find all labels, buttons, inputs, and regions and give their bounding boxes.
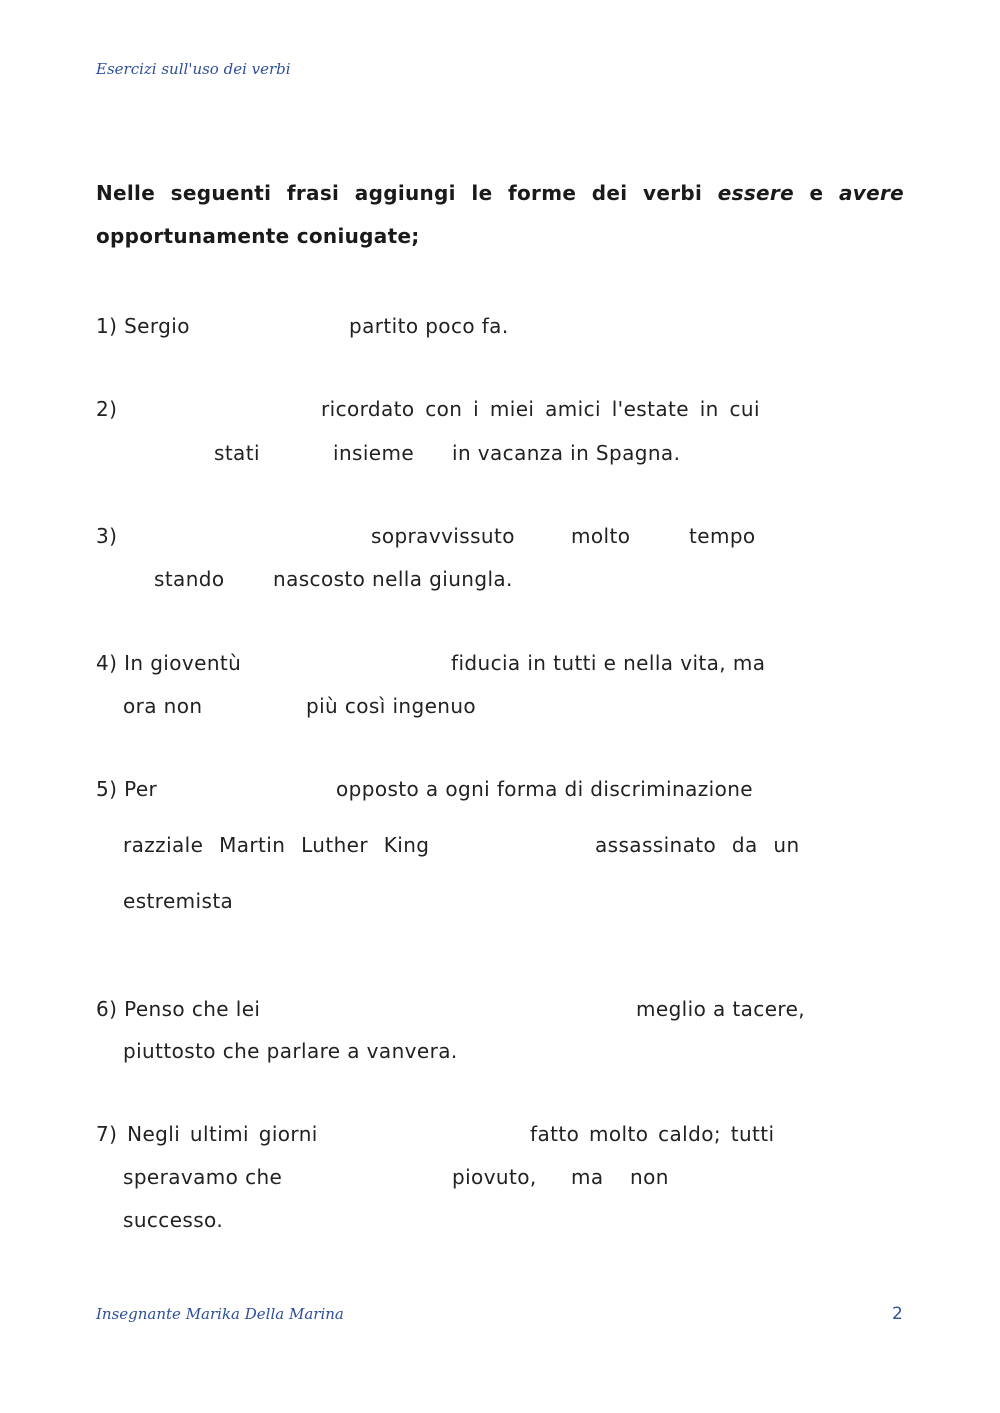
exercise-7-number: 7) Negli ultimi giorni bbox=[96, 1122, 318, 1146]
exercise-3-text-1: sopravvissuto bbox=[371, 524, 515, 548]
exercise-4-number: 4) In gioventù bbox=[96, 651, 242, 675]
exercise-5-number: 5) Per bbox=[96, 777, 158, 801]
exercise-6-number: 6) Penso che lei bbox=[96, 997, 261, 1021]
exercise-5-text-2: razziale Martin Luther King bbox=[123, 833, 430, 857]
exercise-7-text-5: non bbox=[630, 1165, 669, 1189]
page-number: 2 bbox=[892, 1304, 903, 1324]
instruction-text bbox=[96, 172, 904, 258]
exercise-3-text-4: stando bbox=[154, 567, 225, 591]
exercise-1-text: partito poco fa. bbox=[349, 314, 509, 338]
exercise-7-text-1: fatto molto caldo; tutti bbox=[530, 1122, 775, 1146]
instruction-part1: Nelle seguenti frasi aggiungi le forme dei verbi bbox=[96, 181, 718, 205]
exercise-3-text-2: molto bbox=[571, 524, 631, 548]
exercise-4-text-3: più così ingenuo bbox=[306, 694, 477, 718]
footer-author: Insegnante Marika Della Marina bbox=[96, 1305, 344, 1323]
instruction-verb-essere: essere bbox=[717, 181, 794, 205]
exercise-2-text-3: insieme bbox=[333, 441, 415, 465]
exercise-5-text-1: opposto a ogni forma di discriminazione bbox=[336, 777, 753, 801]
page-header: Esercizi sull'uso dei verbi bbox=[96, 60, 291, 78]
instruction-part2: opportunamente coniugate; bbox=[96, 224, 420, 248]
exercise-2-text-2: stati bbox=[214, 441, 260, 465]
instruction-verb-avere: avere bbox=[838, 181, 905, 205]
instruction-conj: e bbox=[793, 181, 839, 205]
exercise-7-text-6: successo. bbox=[123, 1208, 224, 1232]
exercise-4-text-1: fiducia in tutti e nella vita, ma bbox=[451, 651, 766, 675]
exercise-7-text-4: ma bbox=[571, 1165, 604, 1189]
exercise-4-text-2: ora non bbox=[123, 694, 203, 718]
exercise-3-text-5: nascosto nella giungla. bbox=[273, 567, 513, 591]
exercise-5-text-3: assassinato da un bbox=[595, 833, 800, 857]
exercise-6-text-1: meglio a tacere, bbox=[636, 997, 806, 1021]
exercise-7-text-3: piovuto, bbox=[452, 1165, 537, 1189]
exercise-5-text-4: estremista bbox=[123, 889, 234, 913]
exercise-6-text-2: piuttosto che parlare a vanvera. bbox=[123, 1039, 458, 1063]
exercise-2-text-1: ricordato con i miei amici l'estate in cui bbox=[321, 397, 760, 421]
exercise-3-text-3: tempo bbox=[689, 524, 756, 548]
exercise-7-text-2: speravamo che bbox=[123, 1165, 283, 1189]
exercise-2-text-4: in vacanza in Spagna. bbox=[452, 441, 681, 465]
exercise-2-number: 2) bbox=[96, 397, 118, 421]
exercise-1-number: 1) Sergio bbox=[96, 314, 190, 338]
exercise-3-number: 3) bbox=[96, 524, 118, 548]
